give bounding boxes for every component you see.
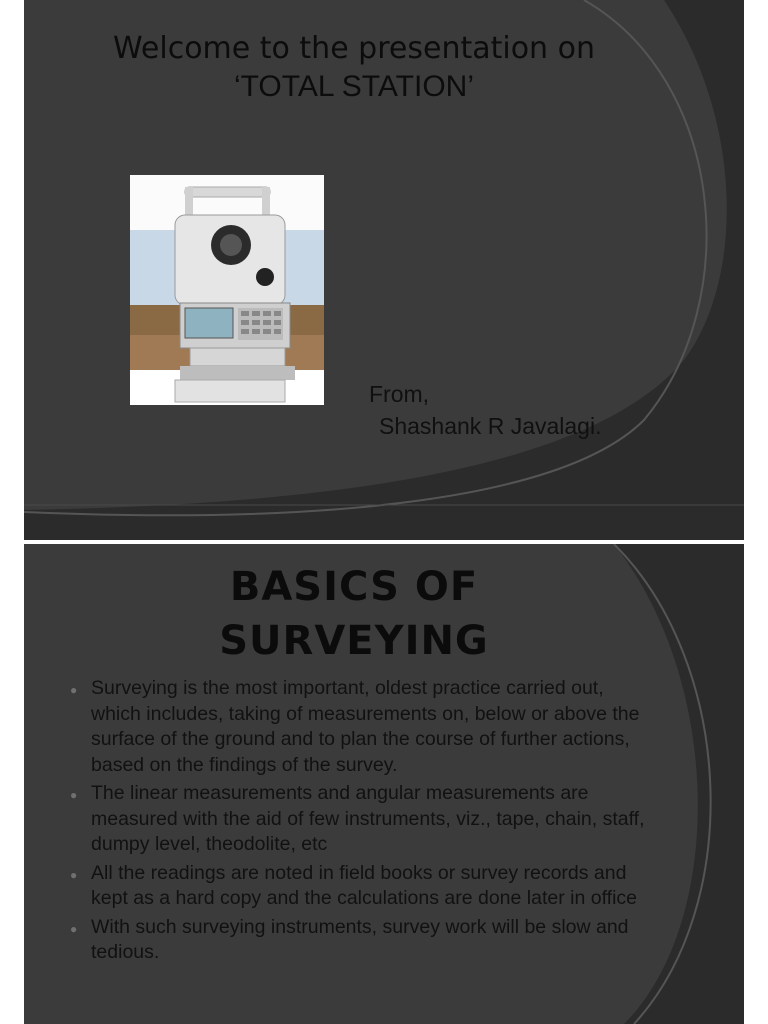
- list-item: ● Surveying is the most important, oldest practice carried out, which includes, taking of measurements on, below or above the surface of the ground and to plan the course of further actions, based on the findings of the survey.: [70, 677, 640, 776]
- author-name: Shashank R Javalagi.: [379, 413, 602, 439]
- total-station-instrument-icon: [130, 175, 324, 405]
- total-station-image: [130, 175, 324, 405]
- from-label: From,: [369, 381, 430, 407]
- bullet-icon: ●: [70, 921, 78, 936]
- slide-2-title: [24, 560, 684, 668]
- title-line-2: ‘TOTAL STATION’: [233, 70, 474, 103]
- author-block: [369, 378, 601, 442]
- slide-1: [24, 0, 744, 540]
- list-item: ● The linear measurements and angular measurements are measured with the aid of few instruments, viz., tape, chain, staff, dumpy level, theodolite, etc: [70, 782, 645, 855]
- bullet-icon: ●: [70, 867, 78, 882]
- list-item: ● All the readings are noted in field books or survey records and kept as a hard copy and the calculations are done later in office: [70, 861, 637, 909]
- title-line-1: BASICS OF: [229, 564, 479, 610]
- bullet-icon: ●: [70, 683, 78, 697]
- bullet-list: [64, 676, 654, 969]
- list-item: ● With such surveying instruments, survey work will be slow and tedious.: [70, 915, 629, 963]
- slide-1-title: [24, 30, 684, 106]
- title-line-1: Welcome to the presentation on: [113, 31, 595, 66]
- bullet-icon: ●: [70, 788, 78, 802]
- slide-2: [24, 544, 744, 1024]
- title-line-2: SURVEYING: [219, 618, 489, 664]
